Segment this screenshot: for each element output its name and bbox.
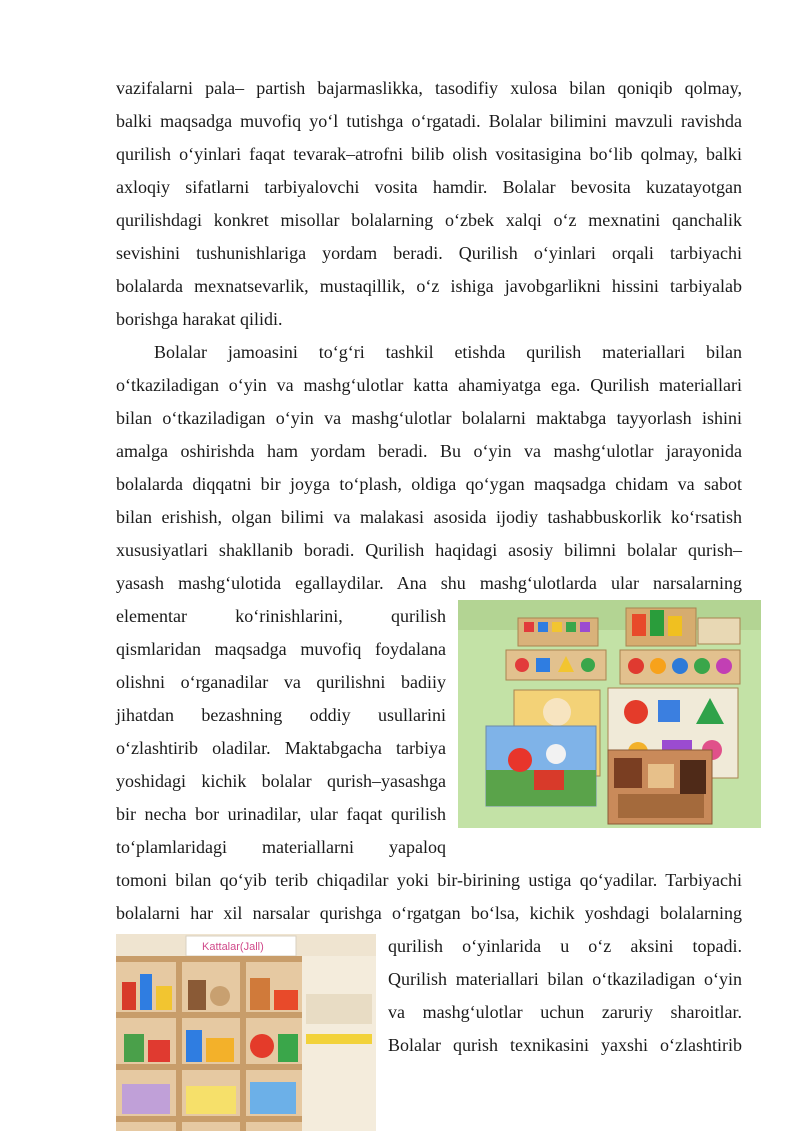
text-line: qurilish o‘yinlarida u o‘z aksini topadi.	[388, 936, 742, 956]
text-line: Bolalar qurish texnikasini yaxshi o‘zlashtirib	[388, 1035, 742, 1055]
text-line: xususiyatlari shakllanib boradi. Qurilish haqidagi asosiy bilimni bolalar qurish–	[116, 540, 742, 560]
text-line: Bolalar jamoasini to‘g‘ri tashkil etishda qurilish materiallari bilan	[154, 342, 742, 362]
text-line: bolalarda mexnatsevarlik, mustaqillik, o‘z ishiga javobgarlikni hissini tarbiyalab	[116, 276, 742, 296]
text-line: bolalarni har xil narsalar qurishga o‘rgatgan bo‘lsa, kichik yoshdagi bolalarning	[116, 903, 742, 923]
text-line: va mashg‘ulotlar uchun zaruriy sharoitlar.	[388, 1002, 742, 1022]
text-line: qurilish o‘yinlari faqat tevarak–atrofni bilib olish vositasigina bo‘lib qolmay, balki	[116, 144, 742, 164]
text-line: balki maqsadga muvofiq yo‘l tutishga o‘rgatadi. Bolalar bilimini mavzuli ravishda	[116, 111, 742, 131]
text-line: olishni o‘rganadilar va qurilishni badiiy	[116, 672, 446, 692]
text-line: bolalarda diqqatni bir joyga to‘plash, oldiga qo‘ygan maqsadga chidam va sabot	[116, 474, 742, 494]
text-line: bir necha bor urinadilar, ular faqat qurilish	[116, 804, 446, 824]
text-line: o‘zlashtirib oladilar. Maktabgacha tarbiya	[116, 738, 446, 758]
toy-shelf-photo	[116, 934, 376, 1131]
text-line: sevishini tushunishlariga yordam beradi. Qurilish o‘yinlari orqali tarbiyachi	[116, 243, 742, 263]
shelf-sign-text: Kattalar(Jall)	[202, 941, 264, 953]
text-line: bilan erishish, olgan bilimi va malakasi asosida ijodiy tashabbuskorlik ko‘rsatish	[116, 507, 742, 527]
text-line: qurilishdagi konkret misollar bolalarning o‘zbek xalqi o‘z mexnatini qanchalik	[116, 210, 742, 230]
text-line: yasash mashg‘ulotida egallaydilar. Ana shu mashg‘ulotlarda ular narsalarning	[116, 573, 742, 593]
text-line: axloqiy sifatlarni tarbiyalovchi vosita hamdir. Bolalar bevosita kuzatayotgan	[116, 177, 742, 197]
text-line: yoshidagi kichik bolalar qurish–yasashga	[116, 771, 446, 791]
text-line: Qurilish materiallari bilan o‘tkaziladigan o‘yin	[388, 969, 742, 989]
text-line: vazifalarni pala– partish bajarmaslikka, tasodifiy xulosa bilan qoniqib qolmay,	[116, 78, 742, 98]
text-line: amalga oshirishda ham yordam beradi. Bu o‘yin va mashg‘ulotlar jarayonida	[116, 441, 742, 461]
text-line: elementar ko‘rinishlarini, qurilish	[116, 606, 446, 626]
text-line: o‘tkaziladigan o‘yin va mashg‘ulotlar katta ahamiyatga ega. Qurilish materiallari	[116, 375, 742, 395]
text-line: bilan o‘tkaziladigan o‘yin va mashg‘ulotlar bolalarni maktabga tayyorlash ishini	[116, 408, 742, 428]
text-line: borishga harakat qilidi.	[116, 309, 283, 329]
text-line: tomoni bilan qo‘yib terib chiqadilar yoki bir-birining ustiga qo‘yadilar. Tarbiyachi	[116, 870, 742, 890]
text-line: to‘plamlaridagi materiallarni yapaloq	[116, 837, 446, 857]
wooden-puzzle-boards-photo	[458, 600, 761, 828]
text-line: jihatdan bezashning oddiy usullarini	[116, 705, 446, 725]
text-line: qismlaridan maqsadga muvofiq foydalana	[116, 639, 446, 659]
